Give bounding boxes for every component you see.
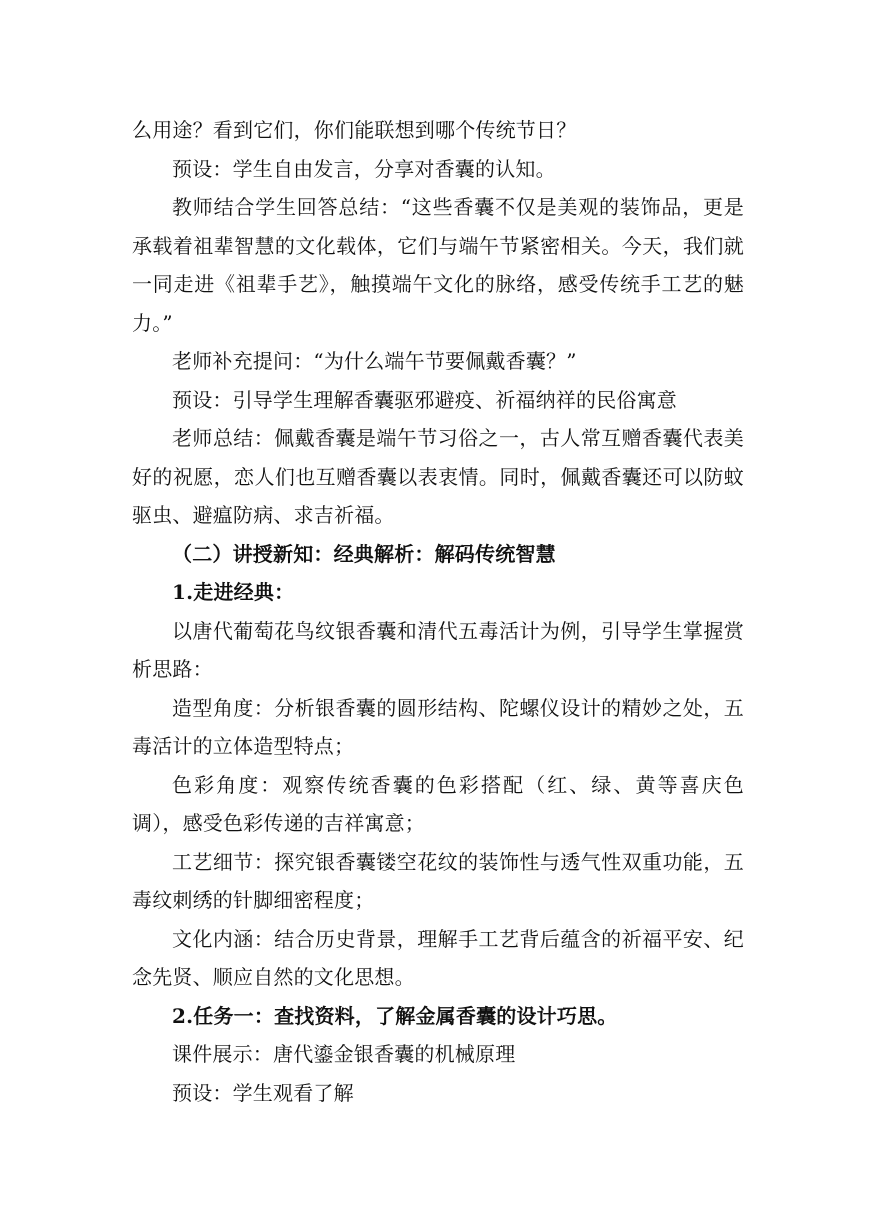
paragraph-9: 色彩角度：观察传统香囊的色彩搭配（红、绿、黄等喜庆色调），感受色彩传递的吉祥寓意；	[132, 772, 744, 835]
subheading-1: 1.走进经典：	[172, 580, 295, 604]
subheading-2: 2.任务一：查找资料，了解金属香囊的设计巧思。	[172, 1003, 618, 1028]
paragraph-10: 工艺细节：探究银香囊镂空花纹的装饰性与透气性双重功能，五毒纹刺绣的针脚细密程度；	[132, 849, 744, 912]
paragraph-6: 老师总结：佩戴香囊是端午节习俗之一，古人常互赠香囊代表美好的祝愿，恋人们也互赠香囊以表衷情。同时，佩戴香囊还可以防蚊驱虫、避瘟防病、求吉祈福。	[132, 426, 744, 527]
paragraph-12: 课件展示：唐代鎏金银香囊的机械原理	[172, 1042, 516, 1066]
paragraph-5: 预设：引导学生理解香囊驱邪避疫、祈福纳祥的民俗寓意	[172, 387, 677, 412]
paragraph-1: 么用途？看到它们，你们能联想到哪个传统节日？	[132, 118, 577, 142]
paragraph-11: 文化内涵：结合历史背景，理解手工艺背后蕴含的祈福平安、纪念先贤、顺应自然的文化思想。	[132, 926, 744, 989]
paragraph-7: 以唐代葡萄花鸟纹银香囊和清代五毒活计为例，引导学生掌握赏析思路：	[132, 618, 744, 681]
document-body	[132, 111, 744, 1112]
paragraph-13: 预设：学生观看了解	[172, 1080, 354, 1105]
paragraph-2: 预设：学生自由发言，分享对香囊的认知。	[172, 156, 556, 181]
paragraph-8: 造型角度：分析银香囊的圆形结构、陀螺仪设计的精妙之处，五毒活计的立体造型特点；	[132, 695, 744, 758]
paragraph-4: 老师补充提问：“为什么端午节要佩戴香囊？”	[172, 349, 577, 373]
section-heading: （二）讲授新知：经典解析：解码传统智慧	[172, 541, 556, 566]
paragraph-3: 教师结合学生回答总结：“这些香囊不仅是美观的装饰品，更是承载着祖辈智慧的文化载体，它们与端午节紧密相关。今天，我们就一同走进《祖辈手艺》，触摸端午文化的脉络，感受传统手工艺的魅力。”	[132, 195, 744, 335]
